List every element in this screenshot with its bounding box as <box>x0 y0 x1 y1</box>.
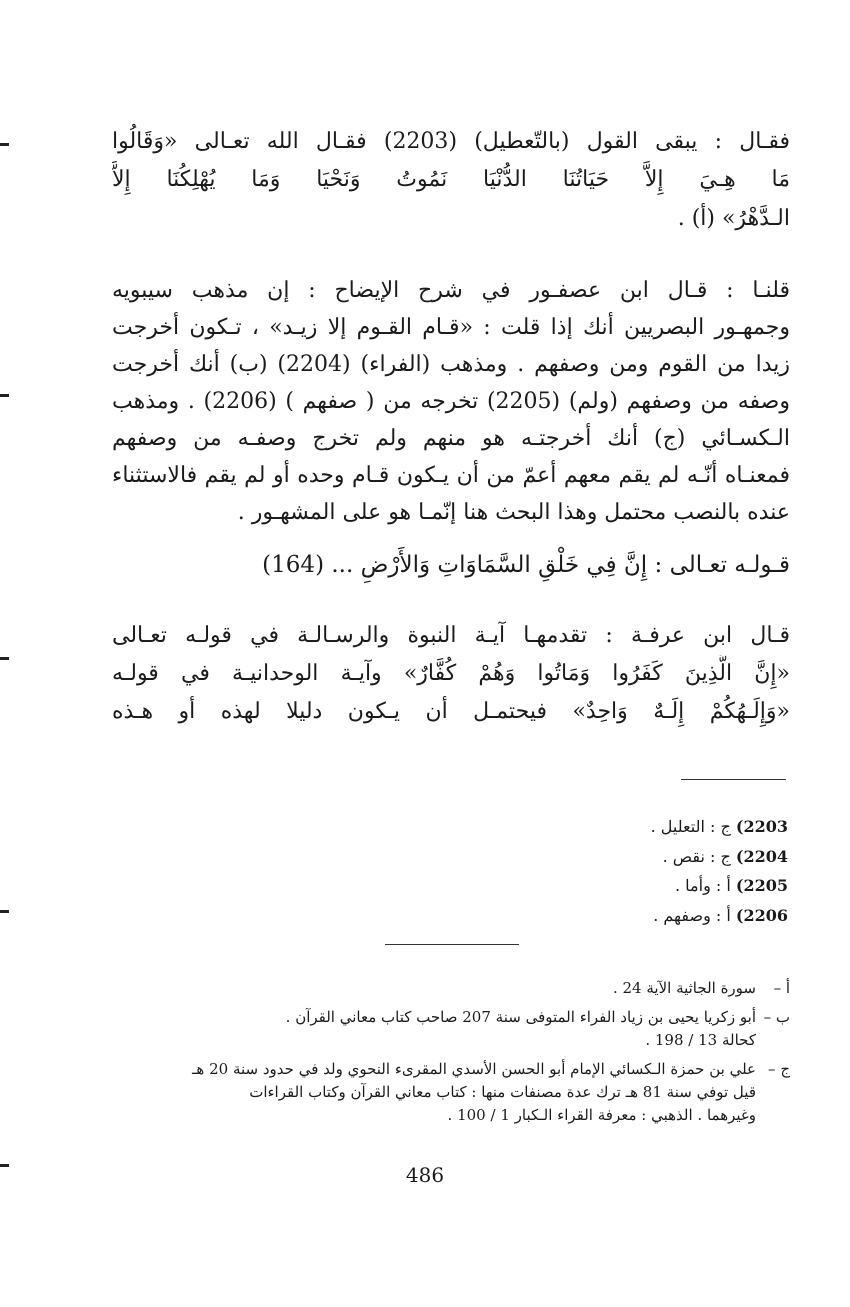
variant-number: 2205) <box>735 876 788 895</box>
scan-margin-mark <box>0 143 9 146</box>
variant-note <box>560 871 788 901</box>
scan-margin-mark <box>0 394 9 397</box>
text-line: وجمهـور البصريين أنك إذا قلت : «قـام القـوم إلا زيـد» ، تـكون أخرجت <box>112 315 790 340</box>
note-b <box>108 1006 790 1052</box>
variant-text: ج : نقص . <box>662 846 731 866</box>
notes-separator <box>385 944 519 945</box>
note-line: قيل توفي سنة 81 هـ ترك عدة مصنفات منها : كتاب معاني القرآن وكتاب القراءات <box>249 1083 756 1101</box>
text-line: عنده بالنصب محتمل وهذا البحث هنا إنّمـا هو على المشهـور . <box>237 500 790 525</box>
text-line: مَا هِـيَ إِلاَّ حَيَاتُنَا الدُّنْيَا نَمُوتُ وَنَحْيَا وَمَا يُهْلِكُنَا إِلاَّ <box>112 167 790 192</box>
text-line: زيدا من القوم ومن وصفهم . ومذهب (الفراء) (2204) (ب) أنك أخرجت <box>112 352 790 377</box>
page-number: 486 <box>405 1163 445 1187</box>
paragraph-3 <box>112 617 790 731</box>
text-line: وصفه من وصفهم (ولم) (2205) تخرجه من ( صفهم ) (2206) . ومذهب <box>112 389 790 414</box>
verse-heading: قـولـه تعـالى : إِنَّ فِي خَلْقِ السَّمَاوَاتِ وَالأَرْضِ ... (164) <box>262 552 790 578</box>
note-marker: أ – <box>773 979 790 997</box>
note-line: سورة الجاثية الآية 24 . <box>612 979 756 997</box>
variant-number: 2204) <box>735 846 788 866</box>
note-line: كحالة 13 / 198 . <box>645 1031 756 1049</box>
variant-text: أ : وأما . <box>675 876 731 895</box>
variant-footnotes <box>560 812 788 930</box>
note-c <box>108 1058 790 1127</box>
variant-note <box>560 842 788 872</box>
variant-text: أ : وصفهم . <box>653 905 731 925</box>
variant-note <box>560 901 788 931</box>
text-line: «وَإِلَـهُكُمْ إِلَـهٌ وَاحِدٌ» فيحتمـل أن يـكون دليلا لهذه أو هـذه <box>112 699 790 724</box>
scan-margin-mark <box>0 1164 9 1167</box>
variant-number: 2203) <box>735 817 788 836</box>
text-line: الـدَّهْرُ» (أ) . <box>677 206 790 231</box>
text-line: «إِنَّ الَّذِينَ كَفَرُوا وَمَاتُوا وَهُمْ كُفَّارٌ» وآيـة الوحدانيـة في قولـه <box>112 661 790 686</box>
text-line: فمعنـاه أنّـه لم يقم معهم أعمّ من أن يـكون قـام وحده أو لم يقم فالاستثناء <box>112 463 790 488</box>
text-line: قلنـا : قـال ابن عصفـور في شرح الإيضاح : إن مذهب سيبويه <box>112 278 790 303</box>
explanatory-notes <box>108 977 790 1133</box>
note-a <box>108 977 790 1000</box>
variant-text: ج : التعليل . <box>650 817 731 836</box>
note-line: علي بن حمزة الـكسائي الإمام أبو الحسن الأسدي المقرىء النحوي ولد في حدود سنة 20 هـ <box>192 1060 756 1078</box>
note-marker: ب – <box>763 1008 790 1026</box>
variant-note <box>560 812 788 842</box>
variant-number: 2206) <box>735 905 788 925</box>
note-marker: ج – <box>768 1060 790 1078</box>
paragraph-1 <box>112 124 790 238</box>
note-line: وغيرهما . الذهبي : معرفة القراء الـكبار 1 / 100 . <box>447 1106 756 1124</box>
text-line: الـكسـائي (ج) أنك أخرجتـه هو منهم ولم تخرج وصفـه من وصفهم <box>112 426 790 451</box>
paragraph-2 <box>112 272 790 531</box>
scan-margin-mark <box>0 657 9 660</box>
note-line: أبو زكريا يحيى بن زياد الفراء المتوفى سنة 207 صاحب كتاب معاني القرآن . <box>285 1008 756 1026</box>
text-line: قـال ابن عرفـة : تقدمهـا آيـة النبوة والرسـالـة في قولـه تعـالى <box>112 623 790 648</box>
text-line: فقـال : يبقى القول (بالتّعطيل) (2203) فقـال الله تعـالى «وَقَالُوا <box>112 129 790 154</box>
footnote-separator <box>681 779 786 780</box>
scan-margin-mark <box>0 910 9 913</box>
